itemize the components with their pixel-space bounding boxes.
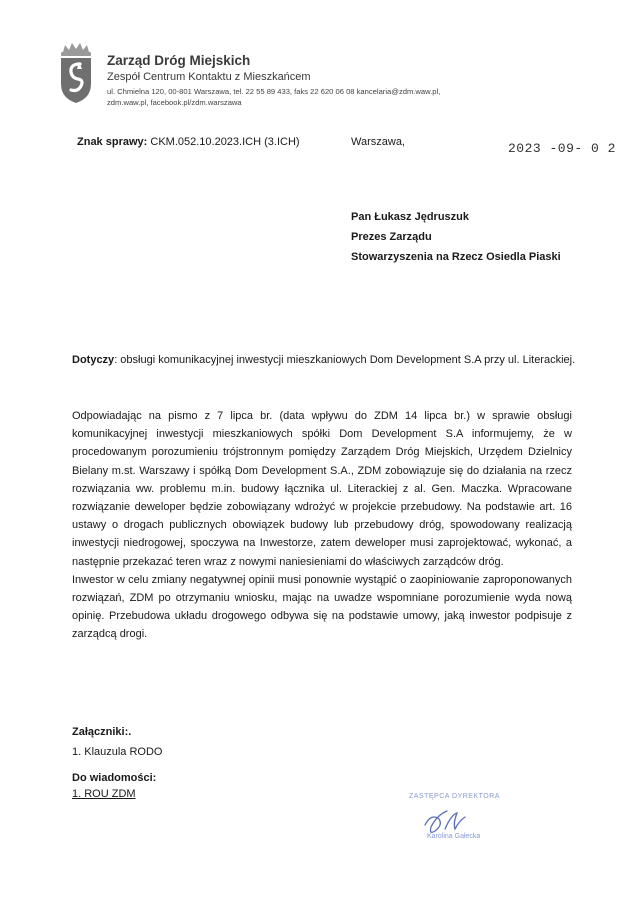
attachments-label: Załączniki:. <box>72 726 132 738</box>
body-paragraph: Odpowiadając na pismo z 7 lipca br. (data wpływu do ZDM 14 lipca br.) w sprawie obsługi komunikacyjnej inwestycji mieszkaniowych spółki Dom Development S.A informujemy, że w procedowanym porozumieniu trójstronnym pomiędzy Zarządem Dróg Miejskich, Urzędem Dzielnicy Bielany m.st. Warszawy i spółką Dom Development S.A., ZDM zobowiązuje się do działania na rzecz rozwiązania ww. problemu m.in. budowy łącznika ul. Literackiej z al. Gen. Maczka. Wpracowane rozwiązanie deweloper będzie zobowiązany wdrożyć w projekcie przebudowy. Na podstawie art. 16 ustawy o drogach publicznych obowiązek budowy lub przebudowy dróg, spowodowany realizacją inwestycji niedrogowej, spoczywa na Inwestorze, zatem deweloper musi zaprojektować, wykonać, a następnie przekazać teren wraz z nowymi naniesieniami do właściwych zarządców dróg. <box>72 410 572 568</box>
zdm-crest-logo <box>55 42 97 104</box>
date-stamp: 2023 -09- 0 2 <box>508 141 616 156</box>
body-paragraph: Inwestor w celu zmiany negatywnej opinii musi ponownie wystąpić o zaopiniowanie zaproponowanych rozwiązań, ZDM po otrzymaniu wniosku, mając na uwadze wspomniane porozumienie wyda nową opinię. Przebudowa układu drogowego odbywa się na podstawie umowy, jaką inwestor podpisuje z zarządcą drogi. <box>72 573 572 641</box>
cc-item: 1. ROU ZDM <box>72 788 136 800</box>
addressee-block <box>351 207 561 267</box>
place: Warszawa, <box>351 136 405 148</box>
signature-stamp-name: Karolina Gałecka <box>427 833 481 840</box>
addressee-name: Pan Łukasz Jędruszuk <box>351 211 469 223</box>
cc-label: Do wiadomości: <box>72 772 157 784</box>
contact-line-1: ul. Chmielna 120, 00-801 Warszawa, tel. 22 55 89 433, faks 22 620 06 08 kancelaria@zdm.waw.pl, <box>107 87 441 96</box>
attachments <box>72 722 162 762</box>
subject-text: : obsługi komunikacyjnej inwestycji mieszkaniowych Dom Development S.A przy ul. Literackiej. <box>114 354 576 366</box>
case-label: Znak sprawy: <box>77 136 148 148</box>
case-number: CKM.052.10.2023.ICH (3.ICH) <box>150 136 300 148</box>
case-reference <box>77 136 300 148</box>
organization-name: Zarząd Dróg Miejskich <box>107 53 251 68</box>
carbon-copy <box>72 770 156 802</box>
addressee-position: Prezes Zarządu <box>351 231 432 243</box>
subject-label: Dotyczy <box>72 354 115 366</box>
attachment-item: 1. Klauzula RODO <box>72 746 163 758</box>
subject-line <box>72 354 575 366</box>
contact-line-2: zdm.waw.pl, facebook.pl/zdm.warszawa <box>107 98 242 107</box>
letterhead <box>107 53 627 108</box>
letter-body <box>72 407 572 644</box>
addressee-organization: Stowarzyszenia na Rzecz Osiedla Piaski <box>351 251 561 263</box>
signature-stamp-title: ZASTĘPCA DYREKTORA <box>409 793 500 800</box>
unit-name: Zespół Centrum Kontaktu z Mieszkańcem <box>107 71 311 83</box>
